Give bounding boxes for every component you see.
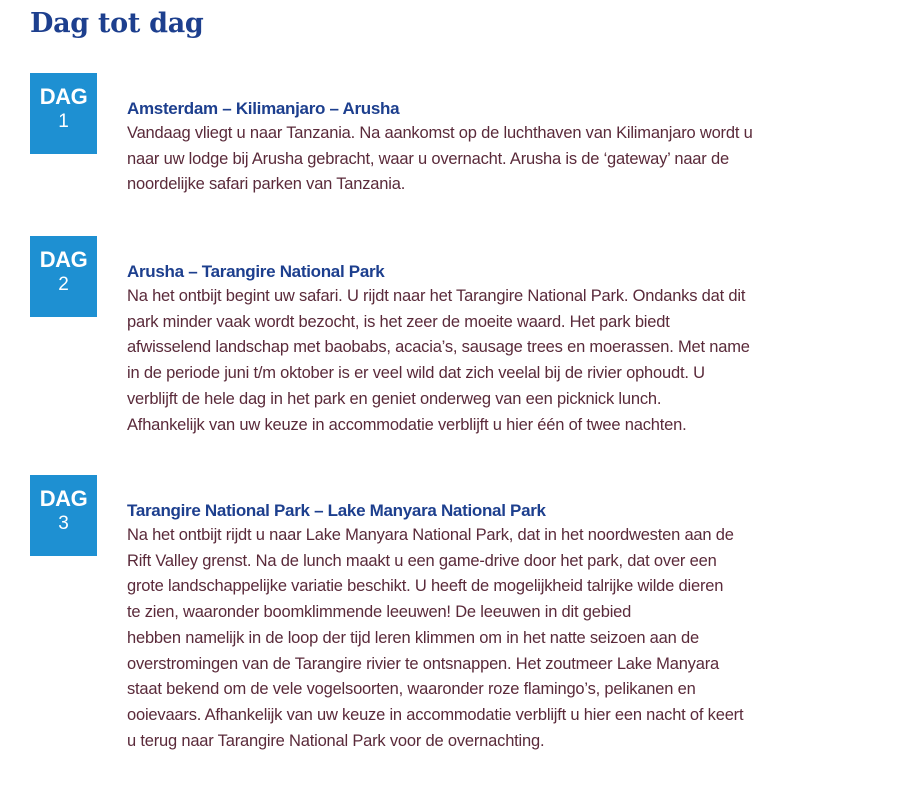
text-line: park minder vaak wordt bezocht, is het zeer de moeite waard. Het park biedt (127, 312, 670, 331)
text-line: u terug naar Tarangire National Park voor de overnachting. (127, 731, 545, 750)
text-line: in de periode juni t/m oktober is er veel wild dat zich veelal bij de rivier ophoudt. U (127, 364, 705, 383)
text-line: ooievaars. Afhankelijk van uw keuze in accommodatie verblijft u hier een nacht of keert (127, 705, 744, 724)
text-line: Rift Valley grenst. Na de lunch maakt u een game-drive door het park, dat over een (127, 551, 717, 570)
day-badge-number: 3 (58, 513, 69, 534)
day-content (127, 96, 837, 198)
text-line: noordelijke safari parken van Tanzania. (127, 175, 406, 194)
text-line: Vandaag vliegt u naar Tanzania. Na aankomst op de luchthaven van Kilimanjaro wordt u (127, 124, 753, 142)
text-line: Afhankelijk van uw keuze in accommodatie verblijft u hier één of twee nachten. (127, 415, 687, 434)
text-line: staat bekend om de vele vogelsoorten, waaronder roze flamingo’s, pelikanen en (127, 680, 696, 699)
text-line: Na het ontbijt rijdt u naar Lake Manyara National Park, dat in het noordwesten aan de (127, 526, 734, 544)
day-badge (30, 73, 97, 154)
day-description (127, 121, 837, 198)
day-badge-number: 2 (58, 274, 69, 295)
day-heading: Amsterdam – Kilimanjaro – Arusha (127, 99, 400, 118)
page-title: Dag tot dag (30, 8, 204, 39)
day-badge (30, 236, 97, 317)
text-line: Na het ontbijt begint uw safari. U rijdt naar het Tarangire National Park. Ondanks dat dit (127, 287, 746, 305)
day-content (127, 259, 837, 438)
day-badge (30, 475, 97, 556)
day-heading: Arusha – Tarangire National Park (127, 262, 385, 281)
day-content (127, 498, 837, 754)
text-line: verblijft de hele dag in het park en geniet onderweg van een picknick lunch. (127, 389, 662, 408)
text-line: naar uw lodge bij Arusha gebracht, waar u overnacht. Arusha is de ‘gateway’ naar de (127, 149, 729, 168)
day-badge-label: DAG (39, 84, 88, 109)
day-badge-number: 1 (58, 111, 69, 132)
text-line: overstromingen van de Tarangire rivier te ontsnappen. Het zoutmeer Lake Manyara (127, 654, 719, 673)
day-heading: Tarangire National Park – Lake Manyara National Park (127, 501, 546, 520)
text-line: hebben namelijk in de loop der tijd leren klimmen om in het natte seizoen aan de (127, 628, 699, 647)
day-badge-label: DAG (39, 486, 88, 511)
day-description (127, 523, 837, 754)
text-line: te zien, waaronder boomklimmende leeuwen! De leeuwen in dit gebied (127, 603, 632, 622)
text-line: grote landschappelijke variatie beschikt. U heeft de mogelijkheid talrijke wilde dieren (127, 577, 724, 596)
day-badge-label: DAG (39, 247, 88, 272)
text-line: afwisselend landschap met baobabs, acacia’s, sausage trees en moerassen. Met name (127, 338, 750, 357)
day-description (127, 284, 837, 438)
